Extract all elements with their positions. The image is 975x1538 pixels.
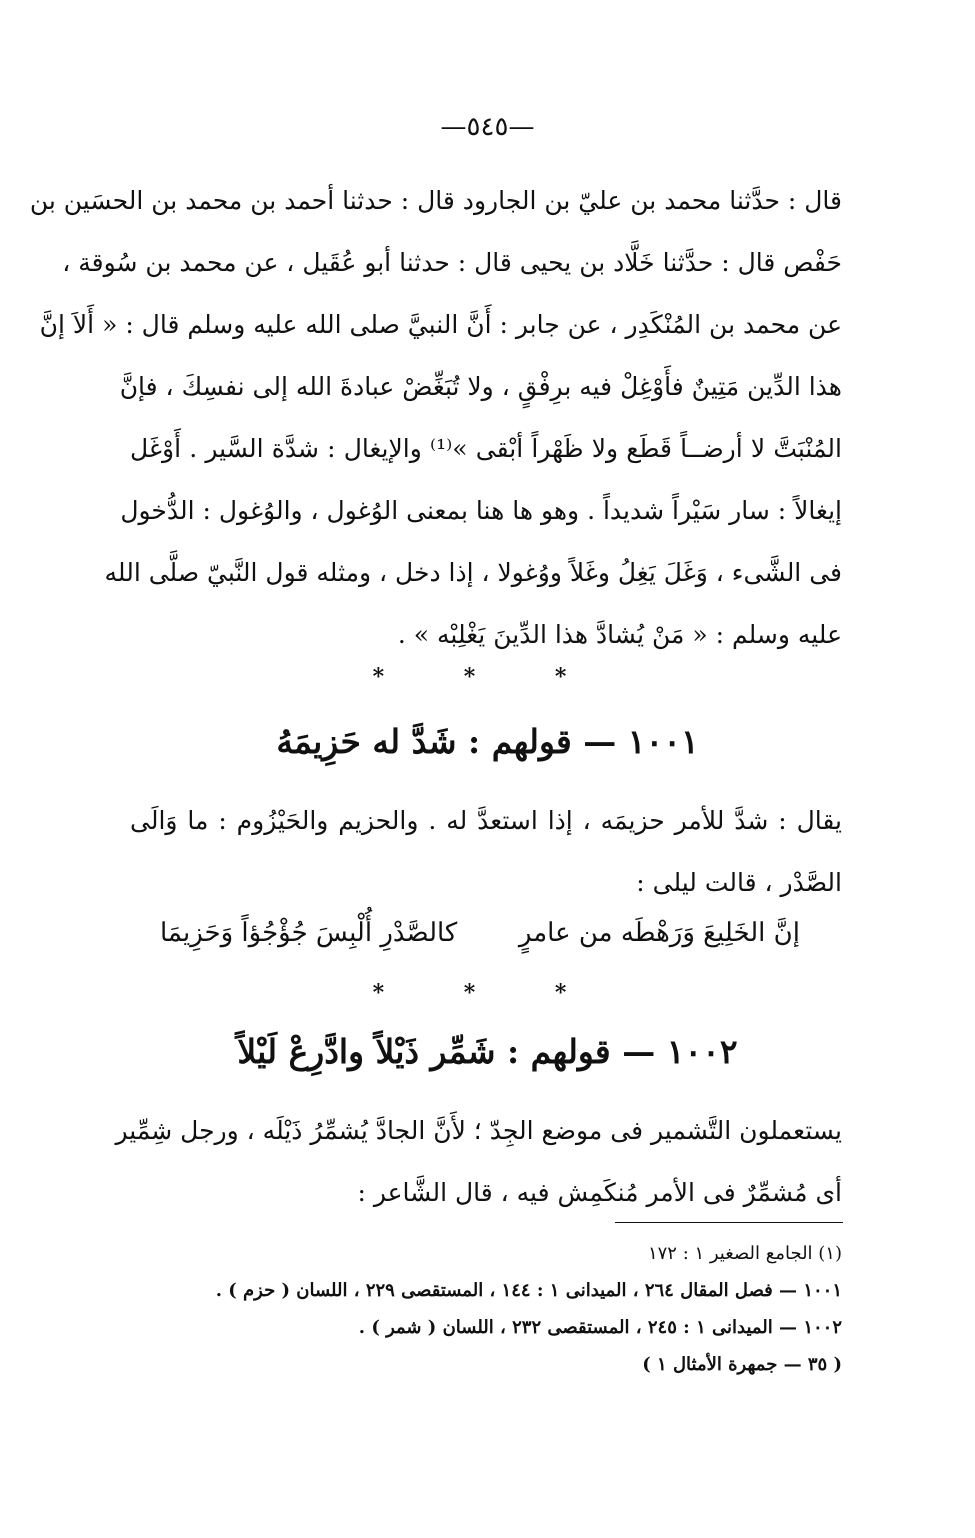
section-separator: * * * — [372, 980, 603, 1006]
verse-second-hemistich: كالصَّدْرِ أُلْبِسَ جُؤْجُؤاً وَحَزِيمَا — [160, 918, 458, 948]
footnote-item: ١٠٠١ — فصل المقال ٢٦٤ ، الميدانى ١ : ١٤٤ ، المستقصى ٢٢٩ ، اللسان ( حزم ) . — [215, 1280, 842, 1301]
section-heading-1002: ١٠٠٢ — قولهم : شَمِّر ذَيْلاً وادَّرِعْ لَيْلاً — [237, 1032, 738, 1071]
text-line: هذا الدِّين مَتِينٌ فأَوْغِلْ فيه برِفْقٍ ، ولا تُبَغِّضْ عبادةَ الله إلى نفسِكَ ، فإنَّ — [119, 372, 842, 401]
text-line: عن محمد بن المُنْكَدِر ، عن جابر : أَنَّ النبيَّ صلى الله عليه وسلم قال : « أَلاَ إنَّ — [39, 310, 842, 339]
footnote-divider — [615, 1222, 843, 1223]
page-number: —٥٤٥— — [440, 112, 535, 142]
text-line: قال : حدَّثنا محمد بن عليّ بن الجارود قال : حدثنا أحمد بن محمد بن الحسَين بن — [29, 186, 842, 215]
section-1001-text — [130, 790, 842, 914]
text-line: يقال : شدَّ للأمر حزيمَه ، إذا استعدَّ له . والحزيم والحَيْزُوم : ما وَالَى — [130, 806, 842, 835]
footnote-item: (١) الجامع الصغير ١ : ١٧٢ — [647, 1243, 842, 1264]
footnote-item: ١٠٠٢ — الميدانى ١ : ٢٤٥ ، المستقصى ٢٣٢ ، اللسان ( شمر ) . — [358, 1317, 842, 1338]
text-line: عليه وسلم : « مَنْ يُشادَّ هذا الدِّينَ يَغْلِبْه » . — [397, 620, 842, 649]
intro-paragraph — [29, 170, 842, 666]
footnotes — [150, 1235, 842, 1383]
section-separator: * * * — [372, 664, 603, 690]
text-line: الصَّدْر ، قالت ليلى : — [636, 868, 842, 897]
text-line: أى مُشمِّرٌ فى الأمر مُنكَمِش فيه ، قال الشَّاعر : — [357, 1178, 842, 1207]
text-line: حَفْص قال : حدَّثنا خَلَّاد بن يحيى قال : حدثنا أبو عُقَيل ، عن محمد بن سُوقة ، — [62, 248, 842, 277]
text-line: إيغالاً : سار سَيْراً شديداً . وهو ها هنا بمعنى الوُغول ، والوُغول : الدُّخول — [120, 496, 842, 525]
text-line: فى الشَّىء ، وَغَلَ يَغِلُ وغَلاً ووُغولا ، إذا دخل ، ومثله قول النَّبيّ صلَّى الله — [104, 558, 842, 587]
section-heading-1001: ١٠٠١ — قولهم : شَدَّ له حَزِيمَهُ — [276, 722, 699, 761]
text-line: يستعملون التَّشمير فى موضع الجِدّ ؛ لأَنَّ الجادَّ يُشمِّرُ ذَيْلَه ، ورجل شِمِّير — [115, 1116, 842, 1145]
page-signature: ( ٣٥ — جمهرة الأمثال ١ ) — [642, 1354, 842, 1375]
section-1002-text — [115, 1100, 842, 1224]
poetry-verse — [160, 918, 800, 948]
verse-first-hemistich: إنَّ الخَلِيعَ وَرَهْطَه من عامرٍ — [518, 918, 800, 948]
text-line: المُنْبَتَّ لا أرضــاً قَطَع ولا ظَهْراً أبْقى »⁽¹⁾ والإيغال : شدَّة السَّير . أَوْغَل — [130, 434, 842, 463]
